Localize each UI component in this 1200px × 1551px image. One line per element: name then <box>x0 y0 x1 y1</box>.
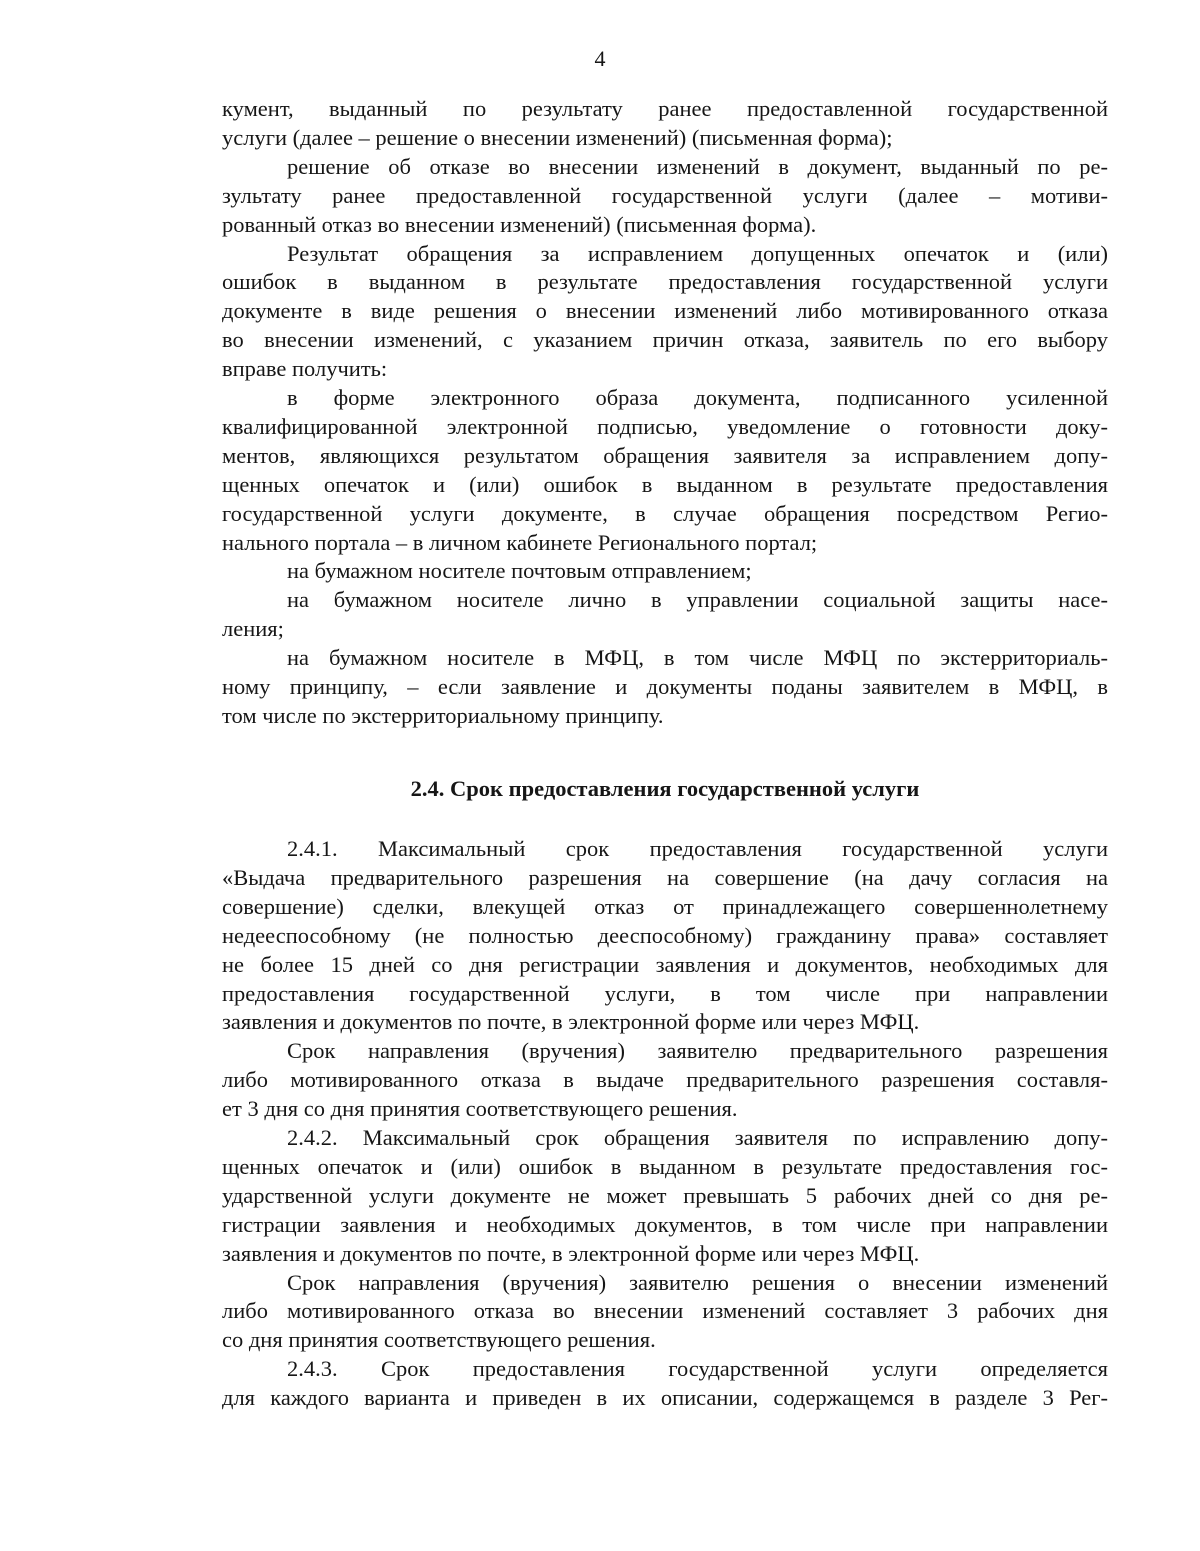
text-line: заявления и документов по почте, в электронной форме или через МФЦ. <box>222 1240 920 1266</box>
text-line: либо мотивированного отказа в выдаче предварительного разрешения составля- <box>222 1067 1108 1093</box>
text-line: недееспособному (не полностью дееспособному) гражданину права» составляет <box>222 922 1108 948</box>
text-line: 2.4.2. Максимальный срок обращения заявителя по исправлению допу- <box>287 1125 1108 1150</box>
text-line: гистрации заявления и необходимых документов, в том числе при направлении <box>222 1211 1108 1237</box>
text-line: «Выдача предварительного разрешения на совершение (на дачу согласия на <box>222 864 1108 890</box>
text-line: том числе по экстерриториальному принципу. <box>222 702 664 728</box>
text-line: для каждого варианта и приведен в их описании, содержащемся в разделе 3 Рег- <box>222 1385 1108 1411</box>
text-line: Срок направления (вручения) заявителю предварительного разрешения <box>287 1038 1108 1064</box>
text-line: ет 3 дня со дня принятия соответствующего решения. <box>222 1096 738 1122</box>
text-line: либо мотивированного отказа во внесении изменений составляет 3 рабочих дня <box>222 1298 1108 1324</box>
text-line: заявления и документов по почте, в электронной форме или через МФЦ. <box>222 1009 920 1035</box>
section-heading: 2.4. Срок предоставления государственной услуги <box>410 776 920 801</box>
text-line: ментов, являющихся результатом обращения заявителя за исправлением допу- <box>222 442 1108 468</box>
text-line: ления; <box>222 616 284 642</box>
text-line: ударственной услуги документе не может превышать 5 рабочих дней со дня ре- <box>222 1182 1108 1208</box>
text-line: предоставления государственной услуги, в том числе при направлении <box>222 980 1108 1006</box>
text-line: ошибок в выданном в результате предоставления государственной услуги <box>222 269 1108 295</box>
text-line: на бумажном носителе в МФЦ, в том числе МФЦ по экстерриториаль- <box>287 645 1108 671</box>
text-line: во внесении изменений, с указанием причин отказа, заявитель по его выбору <box>222 327 1108 353</box>
text-line: услуги (далее – решение о внесении изменений) (письменная форма); <box>222 124 893 150</box>
text-line: совершение) сделки, влекущей отказ от принадлежащего совершеннолетнему <box>222 893 1108 919</box>
text-line: решение об отказе во внесении изменений в документ, выданный по ре- <box>287 153 1108 179</box>
text-line: ному принципу, – если заявление и документы поданы заявителем в МФЦ, в <box>222 674 1108 699</box>
text-line: вправе получить: <box>222 356 388 382</box>
text-line: 2.4.3. Срок предоставления государственной услуги определяется <box>287 1356 1108 1382</box>
text-line: рованный отказ во внесении изменений) (письменная форма). <box>222 211 817 237</box>
text-line: кумент, выданный по результату ранее предоставленной государственной <box>222 96 1108 121</box>
text-line: 2.4.1. Максимальный срок предоставления государственной услуги <box>287 836 1108 861</box>
text-line: в форме электронного образа документа, подписанного усиленной <box>287 385 1108 410</box>
page-number: 4 <box>594 46 606 71</box>
text-line: не более 15 дней со дня регистрации заявления и документов, необходимых для <box>222 951 1108 977</box>
text-line: государственной услуги документе, в случае обращения посредством Регио- <box>222 500 1108 526</box>
text-line: зультату ранее предоставленной государственной услуги (далее – мотиви- <box>222 182 1108 208</box>
text-line: на бумажном носителе почтовым отправлением; <box>287 558 752 584</box>
text-line: Результат обращения за исправлением допущенных опечаток и (или) <box>287 240 1108 266</box>
text-line: нального портала – в личном кабинете Регионального портал; <box>222 529 818 555</box>
text-line: на бумажном носителе лично в управлении социальной защиты насе- <box>287 587 1108 613</box>
text-line: квалифицированной электронной подписью, уведомление о готовности доку- <box>222 413 1108 439</box>
text-line: щенных опечаток и (или) ошибок в выданном в результате предоставления гос- <box>222 1153 1108 1179</box>
text-line: документе в виде решения о внесении изменений либо мотивированного отказа <box>222 298 1108 324</box>
text-line: со дня принятия соответствующего решения. <box>222 1327 656 1353</box>
text-line: щенных опечаток и (или) ошибок в выданном в результате предоставления <box>222 471 1108 497</box>
text-line: Срок направления (вручения) заявителю решения о внесении изменений <box>287 1269 1108 1295</box>
